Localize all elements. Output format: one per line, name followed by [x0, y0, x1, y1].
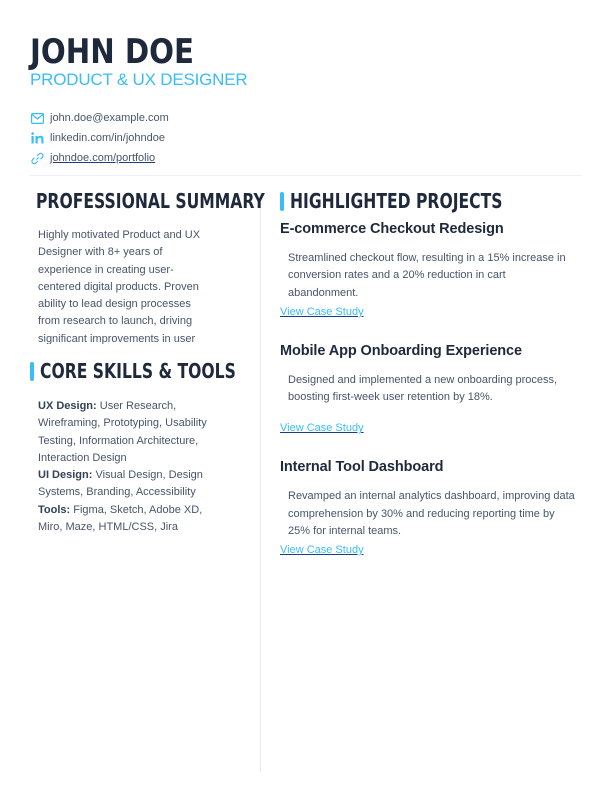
accent-bar	[280, 192, 284, 211]
link-icon	[30, 151, 44, 165]
contact-linkedin-text: linkedin.com/in/johndoe	[50, 132, 165, 144]
column-divider	[260, 192, 261, 772]
project-item	[280, 457, 580, 558]
right-column	[280, 189, 580, 558]
skill-group-ux	[38, 398, 216, 467]
skill-group-ui	[38, 467, 216, 502]
portfolio-link[interactable]: johndoe.com/portfolio	[50, 152, 156, 164]
project-title: Mobile App Onboarding Experience	[280, 342, 522, 359]
skills-heading	[30, 359, 291, 383]
skill-group-items: Figma, Sketch, Adobe XD, Miro, Maze, HTML/CSS, Jira	[38, 503, 203, 534]
contact-email[interactable]	[30, 108, 169, 128]
skill-group-tools	[38, 502, 216, 537]
skills-heading-text: CORE SKILLS & TOOLS	[40, 359, 236, 383]
project-description: Designed and implemented a new onboarding process, boosting first-week user retention by 18%.	[288, 373, 558, 404]
skill-group-items: Visual Design, Design Systems, Branding, Accessibility	[38, 469, 203, 499]
candidate-name: JOHN DOE	[30, 32, 194, 72]
candidate-title: PRODUCT & UX DESIGNER	[30, 70, 248, 89]
project-title: E-commerce Checkout Redesign	[280, 221, 504, 237]
view-case-study-link[interactable]: View Case Study	[280, 422, 364, 435]
view-case-study-link[interactable]: View Case Study	[280, 544, 364, 557]
skill-group-label: UX Design:	[38, 400, 97, 412]
linkedin-icon	[30, 131, 44, 145]
contact-portfolio[interactable]	[30, 148, 169, 168]
skill-group-items: User Research, Wireframing, Prototyping, Usability Testing, Information Architecture, Interaction Design	[38, 400, 207, 464]
project-title: Internal Tool Dashboard	[280, 459, 444, 476]
projects-heading	[280, 189, 580, 213]
contact-list	[30, 108, 169, 168]
resume-header	[30, 30, 582, 90]
summary-text: Highly motivated Product and UX Designer with 8+ years of experience in creating user-centered digital products. Proven ability to lead design processes from research to launch, driving significant improvements in user	[38, 229, 201, 344]
skill-group-label: Tools:	[38, 503, 71, 516]
project-description: Streamlined checkout flow, resulting in a 15% increase in conversion rates and a 20% reduction in cart abandonment.	[288, 252, 566, 299]
accent-bar	[30, 362, 34, 381]
contact-linkedin[interactable]	[30, 128, 169, 148]
projects-heading-text: HIGHLIGHTED PROJECTS	[290, 189, 503, 213]
project-item	[280, 341, 580, 437]
project-item	[280, 219, 580, 320]
contact-email-text: john.doe@example.com	[50, 112, 169, 124]
skills-list	[38, 398, 216, 536]
left-column	[30, 189, 265, 344]
project-description: Revamped an internal analytics dashboard, improving data comprehension by 30% and reducing reporting time by 25% for internal teams.	[288, 490, 575, 538]
header-divider	[30, 175, 582, 176]
mail-icon	[30, 111, 44, 125]
summary-heading	[30, 189, 265, 213]
skill-group-label: UI Design:	[38, 469, 93, 482]
summary-heading-text: PROFESSIONAL SUMMARY	[36, 189, 265, 213]
view-case-study-link[interactable]: View Case Study	[280, 305, 364, 318]
